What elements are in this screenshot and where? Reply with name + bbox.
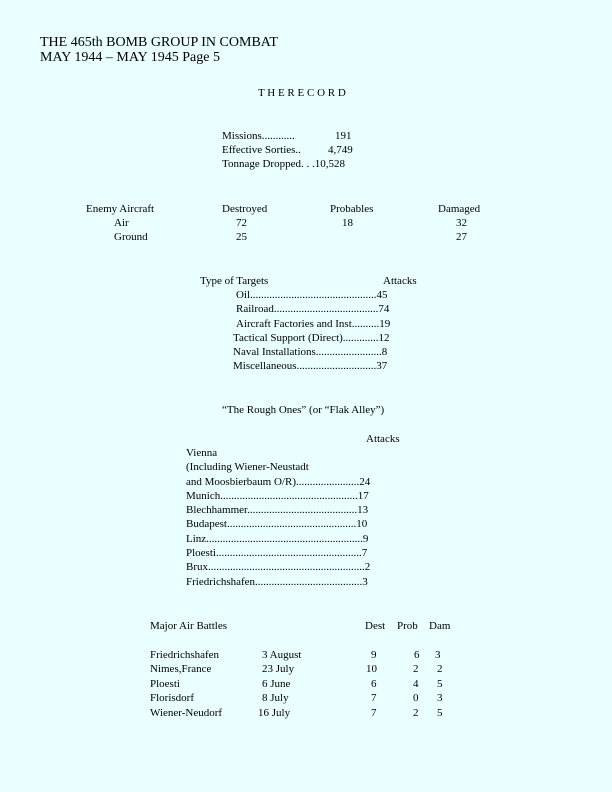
battle-row-dest: 9 bbox=[371, 649, 377, 661]
battle-row-place: Friedrichshafen bbox=[150, 649, 220, 661]
battles-header: Major Air Battles bbox=[150, 620, 227, 632]
probables-header: Probables bbox=[330, 203, 374, 215]
destroyed-header: Destroyed bbox=[222, 203, 268, 215]
air-destroyed: 72 bbox=[236, 217, 247, 229]
battle-row-place: Wiener-Neudorf bbox=[150, 707, 223, 719]
rough-vienna-incl: (Including Wiener-Neustadt bbox=[186, 461, 309, 473]
battle-row-dest: 6 bbox=[371, 678, 377, 690]
rough-blechhammer: Blechhammer........................................13 bbox=[186, 504, 369, 516]
battle-row-date: 8 July bbox=[262, 692, 289, 704]
battle-row-date: 23 July bbox=[262, 663, 295, 675]
battle-row-place: Nimes,France bbox=[150, 663, 212, 675]
targets-attacks-header: Attacks bbox=[383, 275, 417, 287]
battle-row-dam: 5 bbox=[437, 707, 443, 719]
ground-damaged: 27 bbox=[456, 231, 467, 243]
document-header-title: THE 465th BOMB GROUP IN COMBAT bbox=[40, 35, 278, 50]
air-label: Air bbox=[114, 217, 129, 229]
rough-vienna: Vienna bbox=[186, 447, 218, 459]
record-title: T H E R E C O R D bbox=[258, 87, 346, 99]
rough-munich: Munich..................................................17 bbox=[186, 490, 369, 502]
rough-ones-attacks-header: Attacks bbox=[366, 433, 400, 445]
ground-destroyed: 25 bbox=[236, 231, 247, 243]
rough-friedrichshafen: Friedrichshafen.......................................3 bbox=[186, 576, 368, 588]
battle-row-prob: 0 bbox=[413, 692, 419, 704]
rough-brux: Brux.........................................................2 bbox=[186, 561, 371, 573]
battle-row-prob: 2 bbox=[413, 663, 419, 675]
rough-moosbierbaum: and Moosbierbaum O/R).......................24 bbox=[186, 476, 371, 488]
targets-type-header: Type of Targets bbox=[200, 275, 269, 287]
summary-sorties-label: Effective Sorties.. bbox=[222, 144, 301, 156]
target-naval-installations: Naval Installations........................8 bbox=[233, 346, 388, 358]
battle-row-dest: 7 bbox=[371, 707, 377, 719]
battle-row-place: Florisdorf bbox=[150, 692, 194, 704]
document-header-subtitle: MAY 1944 – MAY 1945 Page 5 bbox=[40, 50, 220, 65]
battle-row-date: 3 August bbox=[262, 649, 302, 661]
battles-dest-header: Dest bbox=[365, 620, 386, 632]
battle-row-dest: 10 bbox=[366, 663, 377, 675]
target-oil: Oil..............................................45 bbox=[236, 289, 388, 301]
target-miscellaneous: Miscellaneous.............................37 bbox=[233, 360, 388, 372]
battle-row-date: 16 July bbox=[258, 707, 291, 719]
ground-label: Ground bbox=[114, 231, 148, 243]
summary-sorties-value: 4,749 bbox=[328, 144, 353, 156]
battle-row-dam: 3 bbox=[437, 692, 443, 704]
target-tactical-support: Tactical Support (Direct).............12 bbox=[233, 332, 390, 344]
battle-row-prob: 6 bbox=[414, 649, 420, 661]
air-damaged: 32 bbox=[456, 217, 467, 229]
rough-ones-title: “The Rough Ones” (or “Flak Alley”) bbox=[222, 404, 385, 416]
battles-prob-header: Prob bbox=[397, 620, 418, 632]
damaged-header: Damaged bbox=[438, 203, 481, 215]
battle-row-prob: 4 bbox=[413, 678, 419, 690]
target-aircraft-factories: Aircraft Factories and Inst..........19 bbox=[236, 318, 391, 330]
battle-row-place: Ploesti bbox=[150, 678, 180, 690]
air-probables: 18 bbox=[342, 217, 353, 229]
summary-tonnage-label: Tonnage Dropped. . .10,528 bbox=[222, 158, 345, 170]
summary-missions-value: 191 bbox=[335, 130, 352, 142]
rough-linz: Linz.........................................................9 bbox=[186, 533, 369, 545]
battles-dam-header: Dam bbox=[429, 620, 451, 632]
summary-missions-label: Missions............ bbox=[222, 130, 295, 142]
rough-budapest: Budapest...............................................10 bbox=[186, 518, 368, 530]
battle-row-dam: 3 bbox=[435, 649, 441, 661]
battle-row-dam: 2 bbox=[437, 663, 443, 675]
battle-row-dam: 5 bbox=[437, 678, 443, 690]
battle-row-date: 6 June bbox=[262, 678, 291, 690]
battle-row-dest: 7 bbox=[371, 692, 377, 704]
rough-ploesti: Ploesti.....................................................7 bbox=[186, 547, 368, 559]
enemy-aircraft-header: Enemy Aircraft bbox=[86, 203, 155, 215]
target-railroad: Railroad......................................74 bbox=[236, 303, 390, 315]
battle-row-prob: 2 bbox=[413, 707, 419, 719]
